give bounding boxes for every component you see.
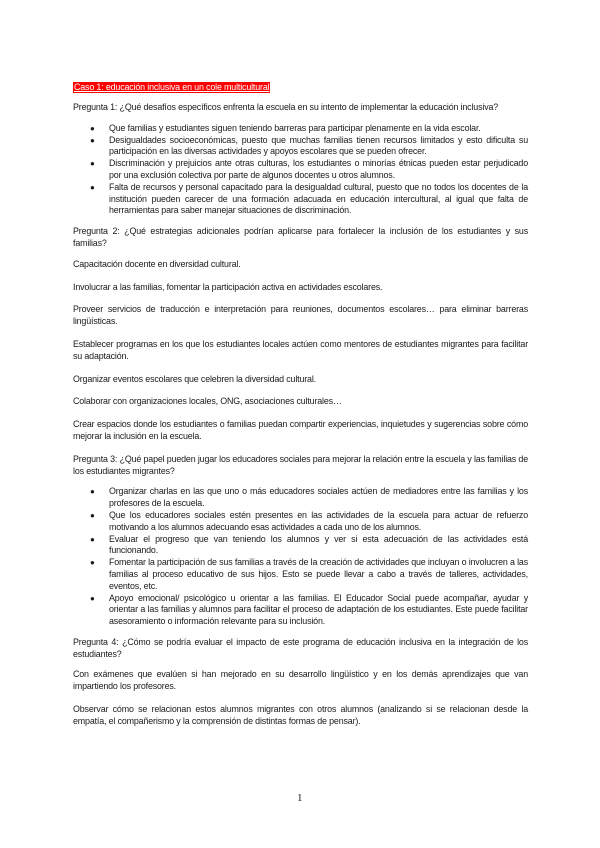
- list-item-text: Falta de recursos y personal capacitado para la desigualdad cultural, puesto que no todos los docentes de la institución pueden carecer de una formación adacuada en educación intercultural, al igual que falta de herramientas para saber manejar situaciones de discriminación.: [109, 181, 528, 216]
- bullet-icon: ●: [90, 135, 95, 145]
- answer-paragraph: Establecer programas en los que los estudiantes locales actúen como mentores de estudiantes migrantes para facilitar su adaptación.: [73, 338, 528, 361]
- bullet-icon: ●: [90, 182, 95, 192]
- list-item: [73, 135, 528, 159]
- case-title: Caso 1: educación inclusiva en un cole multicultural: [74, 82, 270, 92]
- bullet-icon: ●: [90, 534, 95, 544]
- answer-paragraph: Observar cómo se relacionan estos alumnos migrantes con otros alumnos (analizando si se relacionan desde la empatía, el compañerismo y la comprensión de distintas formas de pensar).: [73, 704, 528, 726]
- bullet-icon: ●: [90, 510, 95, 520]
- list-item-text: Fomentar la participación de sus familias a través de la creación de actividades que incluyan o involucren a las familias al proceso educativo de sus hijos. Esto se puede llevar a cabo a través de talleres, actividades, eventos, etc.: [109, 557, 528, 591]
- list-item: [73, 486, 528, 510]
- list-item: [73, 158, 528, 182]
- list-item-text: Apoyo emocional/ psicológico u orientar a las familias. El Educador Social puede acompañar, ayudar y orientar a las familias y alumnos para facilitar el proceso de adaptación de los estudiantes. Este puede facilitar asesoramiento o información relevante para su inclusión.: [109, 592, 528, 627]
- list-item: [73, 557, 528, 592]
- bullet-icon: ●: [90, 487, 95, 497]
- list-item: [73, 593, 528, 628]
- document-page: [73, 82, 528, 739]
- bullet-icon: ●: [90, 593, 95, 603]
- question-1-bullet-list: [73, 123, 528, 217]
- list-item: [73, 510, 528, 534]
- answer-paragraph: Capacitación docente en diversidad cultural.: [73, 258, 241, 269]
- question-1: Pregunta 1: ¿Qué desafíos específicos enfrenta la escuela en su intento de implementar la educación inclusiva?: [73, 102, 499, 112]
- question-2: Pregunta 2: ¿Qué estrategias adicionales podrían aplicarse para fortalecer la inclusión de los estudiantes y sus familias?: [73, 226, 528, 248]
- answer-paragraph: Organizar eventos escolares que celebren la diversidad cultural.: [73, 373, 316, 384]
- answer-paragraph: Proveer servicios de traducción e interpretación para reuniones, documentos escolares… para eliminar barreras lingüísticas.: [73, 304, 528, 327]
- list-item-text: Evaluar el progreso que van teniendo los alumnos y ver si esta adecuación de las actividades está funcionando.: [109, 533, 528, 556]
- page-number: 1: [297, 792, 303, 804]
- question-3-bullet-list: [73, 486, 528, 628]
- list-item: [73, 182, 528, 217]
- question-4: Pregunta 4: ¿Cómo se podría evaluar el impacto de este programa de educación inclusiva en la integración de los estudiantes?: [73, 636, 528, 659]
- question-3: Pregunta 3: ¿Qué papel pueden jugar los educadores sociales para mejorar la relación entre la escuela y las familias de los estudiantes migrantes?: [73, 453, 528, 476]
- list-item-text: Desigualdades socioeconómicas, puesto que muchas familias tienen recursos limitados y esto dificulta su participación en las diversas actividades y apoyos escolares que se pueden ofrecer.: [109, 134, 528, 157]
- list-item: [73, 534, 528, 558]
- answer-paragraph: Colaborar con organizaciones locales, ONG, asociaciones culturales…: [73, 396, 342, 407]
- bullet-icon: ●: [90, 123, 95, 133]
- answer-paragraph: Crear espacios donde los estudiantes o familias puedan compartir experiencias, inquietudes y sugerencias sobre cómo mejorar la inclusión en la escuela.: [73, 419, 528, 441]
- list-item-text: Discriminación y prejuicios ante otras culturas, los estudiantes o minorías étnicas pueden estar perjudicado por una exclusión colectiva por parte de algunos docentes u otros alumnos.: [109, 158, 528, 180]
- list-item-text: Organizar charlas en las que uno o más educadores sociales actúen de mediadores entre las familias y los profesores de la escuela.: [109, 486, 528, 509]
- answer-paragraph: Involucrar a las familias, fomentar la participación activa en actividades escolares.: [73, 281, 383, 292]
- list-item-text: Que familias y estudiantes siguen teniendo barreras para participar plenamente en la vida escolar.: [109, 122, 481, 133]
- answer-paragraph: Con exámenes que evalúen si han mejorado en su desarrollo lingüístico y en los demás aprendizajes que van impartiendo los profesores.: [73, 669, 528, 692]
- bullet-icon: ●: [90, 558, 95, 568]
- list-item: [73, 123, 528, 135]
- bullet-icon: ●: [90, 159, 95, 169]
- list-item-text: Que los educadores sociales estén presentes en las actividades de la escuela para actuar de refuerzo motivando a los alumnos adecuando esas actividades a cada uno de los alumnos.: [109, 509, 528, 532]
